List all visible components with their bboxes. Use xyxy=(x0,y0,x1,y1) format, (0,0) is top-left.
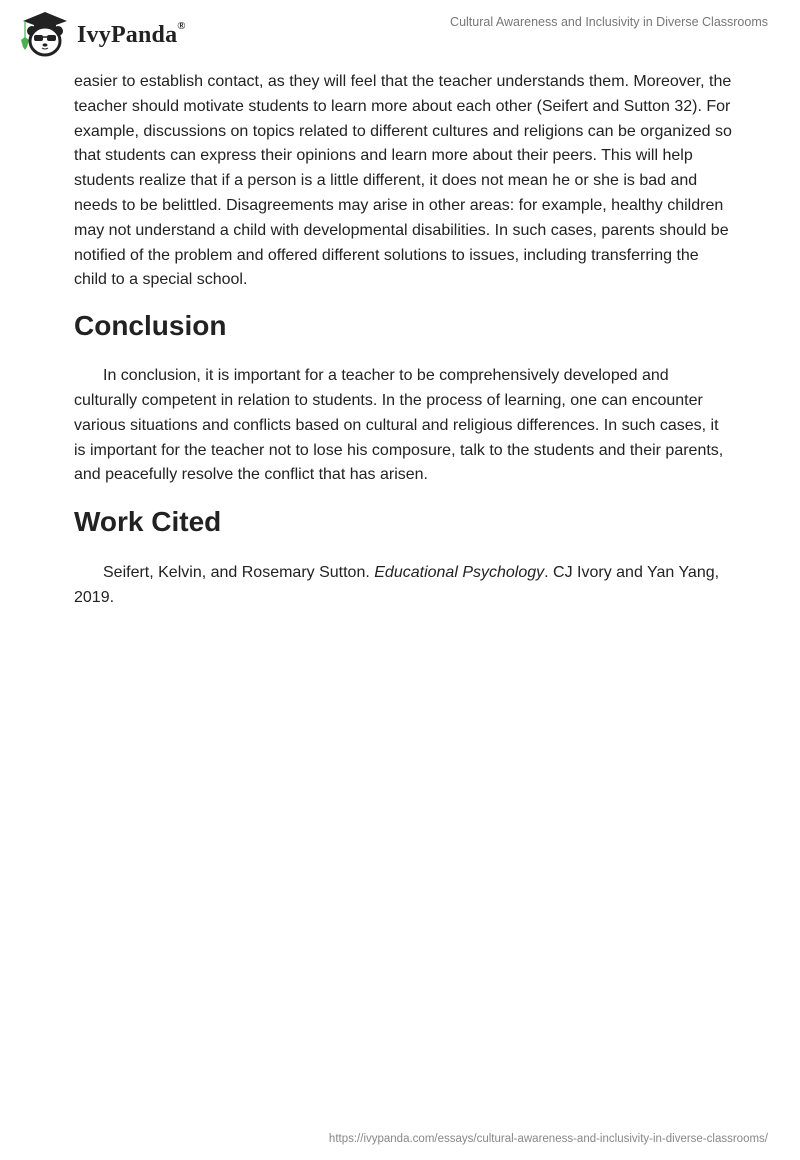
citation-publisher: . CJ Ivory and Yan Yang, 2019. xyxy=(74,564,720,606)
citation-entry xyxy=(74,561,734,611)
citation-authors: Seifert, Kelvin, and Rosemary Sutton. xyxy=(103,564,375,582)
logo-wordmark: IvyPanda® xyxy=(77,19,186,48)
section-heading-work-cited: Work Cited xyxy=(74,506,222,538)
section-heading-conclusion: Conclusion xyxy=(74,310,227,342)
document-title: Cultural Awareness and Inclusivity in Diverse Classrooms xyxy=(450,15,768,29)
essay-content xyxy=(74,70,734,611)
conclusion-paragraph: In conclusion, it is important for a teacher to be comprehensively developed and culturally competent in relation to students. In the process of learning, one can encounter various situations and conflicts based on cultural and religious differences. In such cases, it is important for the teacher not to lose his composure, talk to the students and their parents, and peacefully resolve the conflict that has arisen. xyxy=(74,367,724,484)
ivypanda-logo[interactable] xyxy=(17,9,186,57)
body-paragraph: easier to establish contact, as they will feel that the teacher understands them. Moreover, the teacher should motivate students to learn more about each other (Seifert and Sutton 32). For example, discussions on topics related to different cultures and religions can be organized so that students can express their opinions and learn more about their peers. This will help students realize that if a person is a little different, it does not mean he or she is bad and needs to be belittled. Disagreements may arise in other areas: for example, healthy children may not understand a child with developmental disabilities. In such cases, parents should be notified of the problem and offered different solutions to issues, including transferring the child to a special school. xyxy=(74,73,732,289)
page-header xyxy=(0,0,800,62)
footer-source-url[interactable]: https://ivypanda.com/essays/cultural-awareness-and-inclusivity-in-diverse-classrooms/ xyxy=(328,1133,768,1145)
citation-title: Educational Psychology xyxy=(374,564,545,582)
panda-graduation-cap-icon xyxy=(17,9,73,57)
